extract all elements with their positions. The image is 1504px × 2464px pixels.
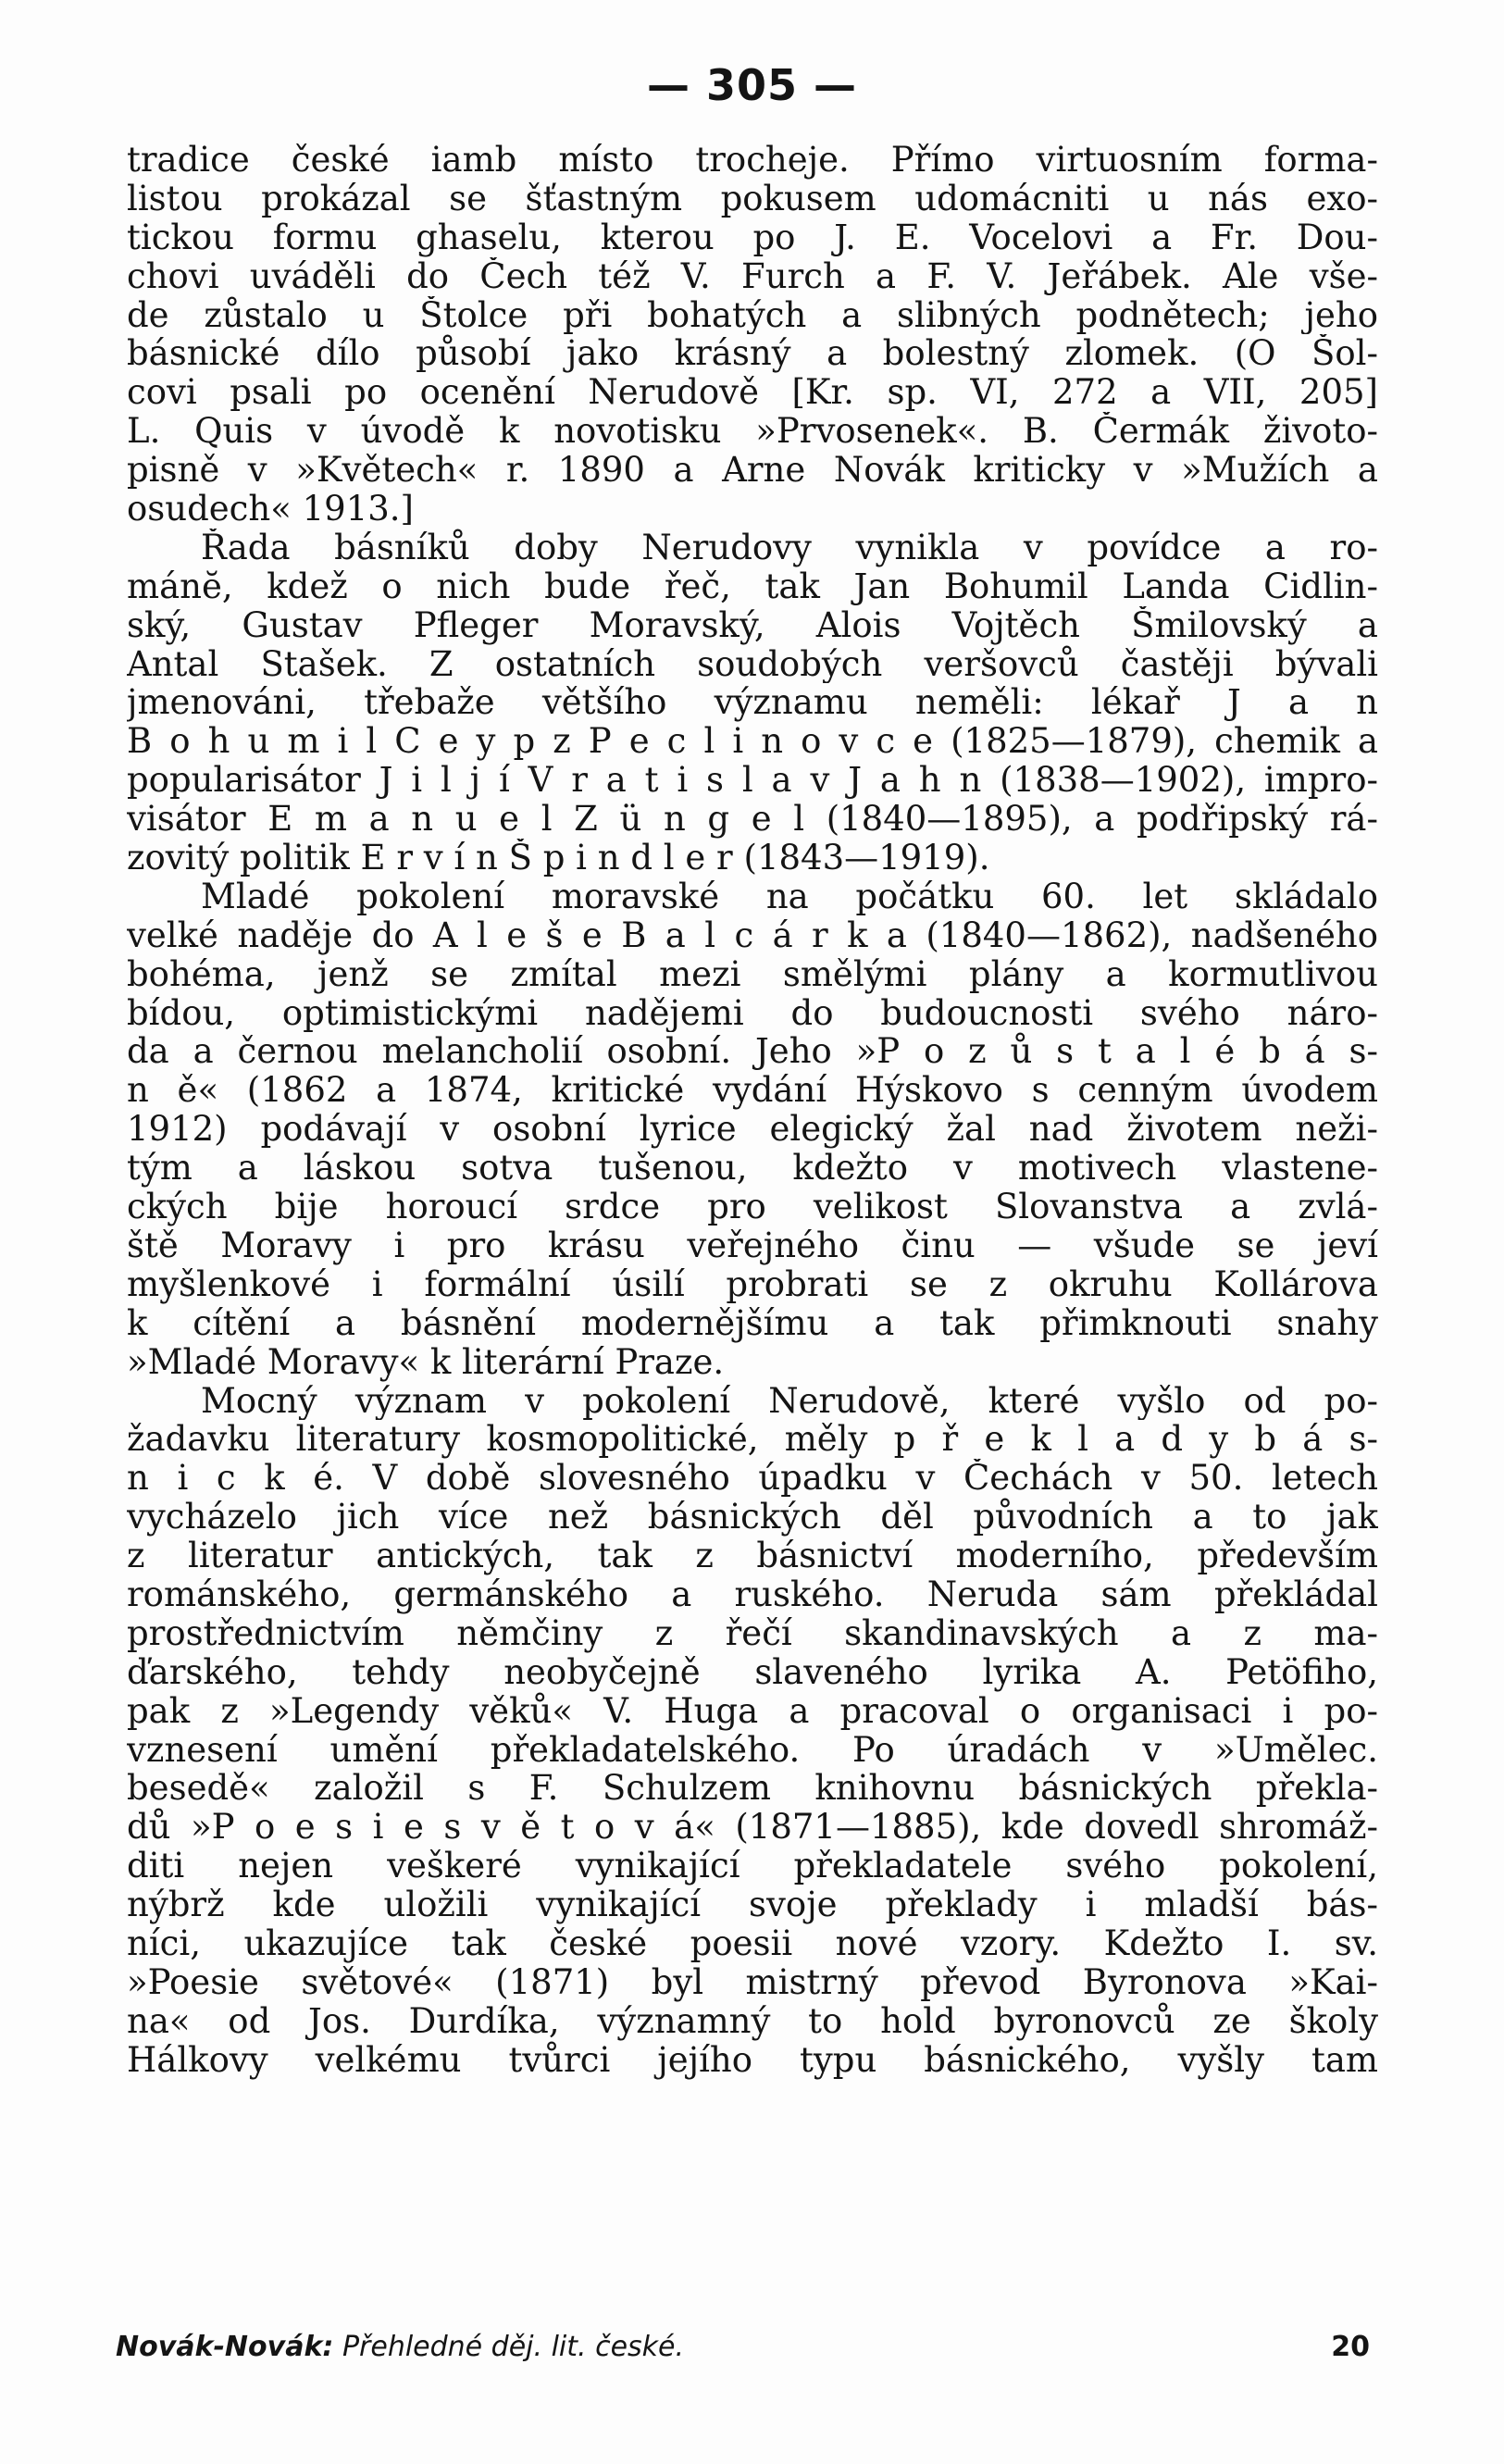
text-line: níci, ukazujíce tak české poesii nové vzory. Kdežto I. sv. xyxy=(127,1923,1378,1963)
text-line: jmenováni, třebaže většího významu neměli: lékař J a n xyxy=(127,683,1378,723)
footer-author: Novák-Novák: xyxy=(116,2331,334,2363)
text-line: na« od Jos. Durdíka, významný to hold byronovců ze školy xyxy=(127,2001,1378,2041)
text-line: žadavku literatury kosmopolitické, měly p ř e k l a d y b á s- xyxy=(127,1420,1378,1460)
text-line: listou prokázal se šťastným pokusem udomácniti u nás exo- xyxy=(127,179,1378,218)
body-text xyxy=(127,141,1378,2080)
text-line: románského, germánského a ruského. Neruda sám překládal xyxy=(127,1574,1378,1614)
text-line: Hálkovy velkému tvůrci jejího typu básnického, vyšly tam xyxy=(127,2040,1378,2080)
signature-mark: 20 xyxy=(1331,2331,1370,2363)
text-line: diti nejen veškeré vynikající překladatele svého pokolení, xyxy=(127,1847,1378,1886)
text-line: prostřednictvím němčiny z řečí skandinavských a z ma- xyxy=(127,1613,1378,1653)
text-line: L. Quis v úvodě k novotisku »Prvosenek«. B. Čermák životo- xyxy=(127,412,1378,452)
text-line: vznesení umění překladatelského. Po úradách v »Umělec. xyxy=(127,1730,1378,1770)
text-line: pisně v »Květech« r. 1890 a Arne Novák kriticky v »Mužích a xyxy=(127,451,1378,491)
text-line: bohéma, jenž se zmítal mezi smělými plány a kormutlivou xyxy=(127,954,1378,994)
text-line: nýbrž kde uložili vynikající svoje překlady i mladší bás- xyxy=(127,1885,1378,1924)
text-line: ště Moravy i pro krásu veřejného činu — všude se jeví xyxy=(127,1226,1378,1265)
text-line: Antal Stašek. Z ostatních soudobých veršovců častěji bývali xyxy=(127,644,1378,684)
text-line: »Poesie světové« (1871) byl mistrný převod Byronova »Kai- xyxy=(127,1962,1378,2002)
text-line: 1912) podávají v osobní lyrice elegický žal nad životem neži- xyxy=(127,1110,1378,1150)
text-line: Mladé pokolení moravské na počátku 60. let skládalo xyxy=(201,877,1378,916)
text-line: covi psali po ocenění Nerudově [Kr. sp. VI, 272 a VII, 205] xyxy=(127,373,1378,413)
text-line: básnické dílo působí jako krásný a bolestný zlomek. (O Šol- xyxy=(127,334,1378,374)
text-line: besedě« založil s F. Schulzem knihovnu básnických překla- xyxy=(127,1769,1378,1809)
text-line: ďarského, tehdy neobyčejně slaveného lyrika A. Petöfiho, xyxy=(127,1652,1378,1692)
text-line: myšlenkové i formální úsilí probrati se z okruhu Kollárova xyxy=(127,1264,1378,1304)
text-line: n ě« (1862 a 1874, kritické vydání Hýskovo s cenným úvodem xyxy=(127,1071,1378,1111)
text-line: zovitý politik E r v í n Š p i n d l e r (1843—1919). xyxy=(127,839,990,877)
text-line: velké naděje do A l e š e B a l c á r k a (1840—1862), nadšeného xyxy=(127,915,1378,955)
text-line: tradice české iamb místo trocheje. Přímo virtuosním forma- xyxy=(127,141,1378,180)
text-line: B o h u m i l C e y p z P e c l i n o v c e (1825—1879), chemik a xyxy=(127,722,1378,762)
text-line: ckých bije horoucí srdce pro velikost Slovanstva a zvlá- xyxy=(127,1188,1378,1226)
text-line: pak z »Legendy věků« V. Huga a pracoval o organisaci i po- xyxy=(127,1691,1378,1731)
text-line: visátor E m a n u e l Z ü n g e l (1840—1895), a podřipský rá- xyxy=(127,800,1378,840)
text-line: de zůstalo u Štolce při bohatých a slibných podnětech; jeho xyxy=(127,295,1378,335)
text-line: Mocný význam v pokolení Nerudově, které vyšlo od po- xyxy=(201,1381,1378,1421)
text-line: Řada básníků doby Nerudovy vynikla v povídce a ro- xyxy=(201,528,1378,567)
text-line: k cítění a básnění modernějšímu a tak přimknouti snahy xyxy=(127,1303,1378,1343)
footer-title xyxy=(116,2331,684,2363)
text-line: dů »P o e s i e s v ě t o v á« (1871—1885), kde dovedl shromáž- xyxy=(127,1808,1378,1848)
text-line: mánĕ, kdež o nich bude řeč, tak Jan Bohumil Landa Cidlin- xyxy=(127,566,1378,606)
text-line: da a černou melancholií osobní. Jeho »P o z ů s t a l é b á s- xyxy=(127,1032,1378,1072)
text-line: z literatur antických, tak z básnictví moderního, především xyxy=(127,1537,1378,1575)
text-line: n i c k é. V době slovesného úpadku v Čechách v 50. letech xyxy=(127,1459,1378,1499)
text-line: »Mladé Moravy« k literární Praze. xyxy=(127,1342,725,1382)
text-line: tým a láskou sotva tušenou, kdežto v motivech vlastene- xyxy=(127,1149,1378,1188)
page-footer xyxy=(116,2331,1370,2377)
footer-book-title: Přehledné děj. lit. české. xyxy=(342,2331,685,2363)
text-line: tickou formu ghaselu, kterou po J. E. Vocelovi a Fr. Dou- xyxy=(127,218,1378,257)
text-line: vycházelo jich více než básnických děl původních a to jak xyxy=(127,1498,1378,1537)
text-line: osudech« 1913.] xyxy=(127,490,414,529)
text-line: popularisátor J i l j í V r a t i s l a v J a h n (1838—1902), impro- xyxy=(127,761,1378,801)
text-line: chovi uváděli do Čech též V. Furch a F. V. Jeřábek. Ale vše- xyxy=(127,256,1378,296)
page-number: — 305 — xyxy=(646,60,858,110)
text-line: ský, Gustav Pfleger Moravský, Alois Vojtěch Šmilovský a xyxy=(127,605,1378,645)
text-line: bídou, optimistickými nadějemi do budoucnosti svého náro- xyxy=(127,993,1378,1033)
